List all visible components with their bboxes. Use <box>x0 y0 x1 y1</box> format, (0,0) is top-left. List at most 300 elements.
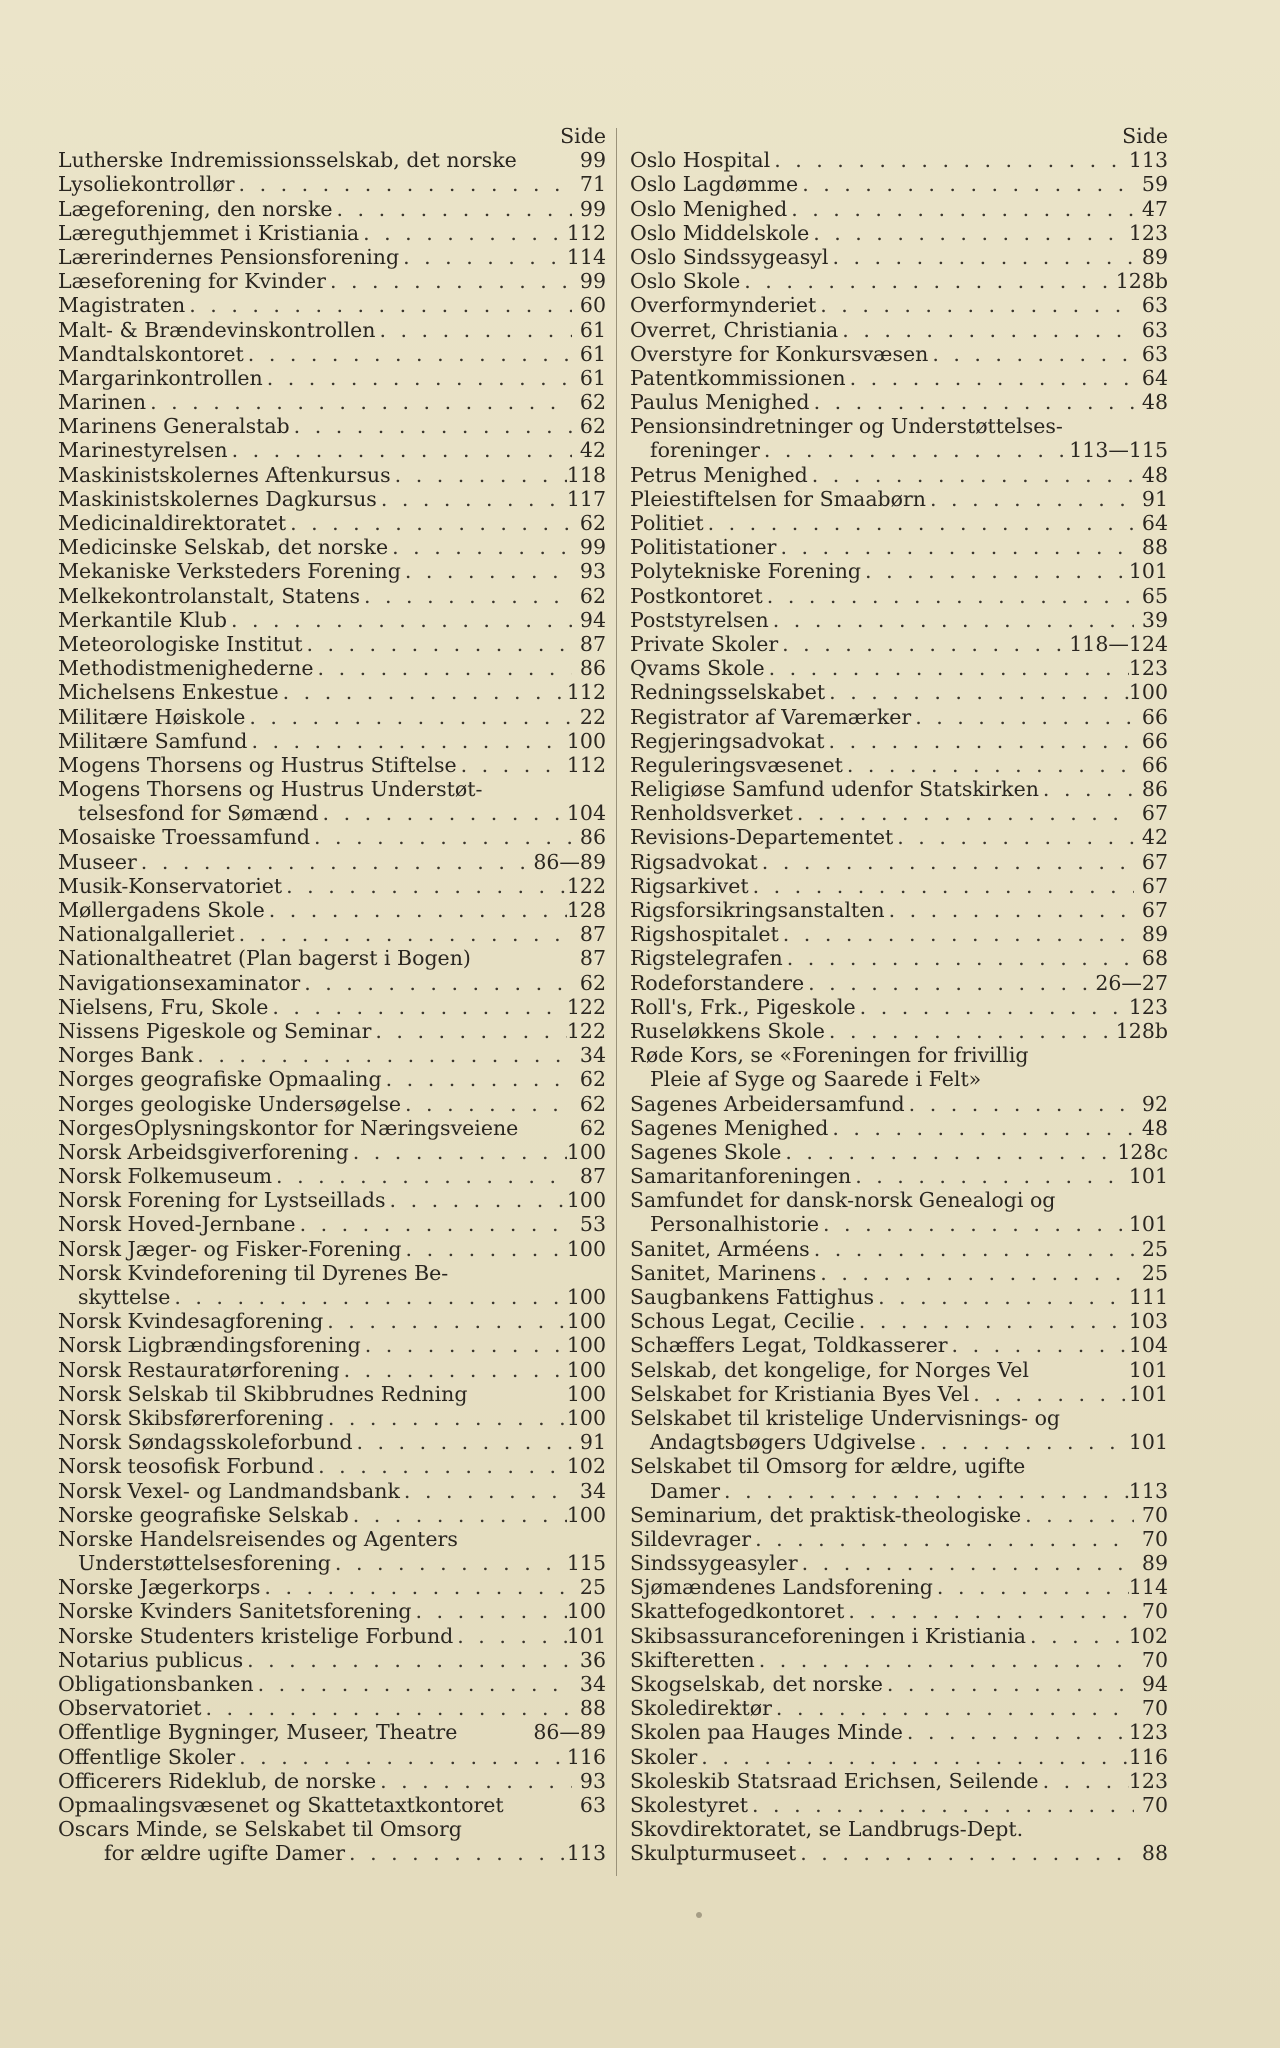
entry-label: Offentlige Skoler <box>58 1744 236 1769</box>
index-entry <box>630 1648 1168 1672</box>
index-entry <box>630 342 1168 366</box>
entry-page-number: 99 <box>579 148 606 173</box>
index-entry <box>58 511 606 535</box>
index-entry <box>630 1479 1168 1503</box>
entry-label: Skifteretten <box>630 1647 755 1672</box>
entry-page-number: 116 <box>1128 1744 1168 1769</box>
entry-page-number: 101 <box>1128 1164 1168 1189</box>
entry-page-number: 25 <box>579 1575 606 1600</box>
index-entry <box>630 1164 1168 1188</box>
entry-page-number: 62 <box>579 583 606 608</box>
entry-label: Oslo Hospital <box>630 148 771 173</box>
entry-label: Medicinaldirektoratet <box>58 511 287 535</box>
entry-page-number: 102 <box>1128 1623 1168 1648</box>
dot-leader <box>825 729 1134 753</box>
index-entry <box>58 197 606 221</box>
entry-label: Rigshospitalet <box>630 922 779 947</box>
entry-label: Mandtalskontoret <box>58 341 244 366</box>
dot-leader <box>279 680 567 704</box>
entry-page-number: 61 <box>579 317 606 342</box>
index-entry <box>58 269 606 293</box>
index-entry <box>58 1479 606 1503</box>
dot-leader <box>376 1769 572 1793</box>
index-entry <box>58 1285 606 1309</box>
entry-label: Norske Jægerkorps <box>58 1575 261 1600</box>
index-entry <box>630 584 1168 608</box>
entry-label: Obligationsbanken <box>58 1672 254 1696</box>
dot-leader <box>400 1479 572 1503</box>
index-entry <box>630 1212 1168 1236</box>
index-entry <box>58 632 606 656</box>
index-entry <box>630 1430 1168 1454</box>
side-header-left: Side <box>560 124 606 148</box>
entry-page-number: 53 <box>579 1212 606 1237</box>
entry-label: Oslo Skole <box>630 269 741 294</box>
entry-page-number: 86 <box>579 656 606 681</box>
dot-leader <box>856 995 1129 1019</box>
dot-leader <box>402 1237 567 1261</box>
index-entry <box>630 366 1168 390</box>
dot-leader <box>260 1575 572 1599</box>
entry-page-number: 34 <box>579 1043 606 1068</box>
entry-page-number: 92 <box>1141 1091 1168 1116</box>
entry-page-number: 102 <box>566 1454 606 1479</box>
index-entry <box>630 197 1168 221</box>
dot-leader <box>243 1648 572 1672</box>
index-entry <box>58 850 606 874</box>
dot-leader <box>272 1164 572 1188</box>
dot-leader <box>302 632 572 656</box>
entry-page-number: 123 <box>1128 1768 1168 1793</box>
entry-page-number: 93 <box>579 1768 606 1793</box>
dot-leader <box>808 463 1134 487</box>
entry-label: Selskab, det kongelige, for Norges Vel <box>630 1357 1029 1382</box>
entry-label: Oslo Lagdømme <box>630 172 799 197</box>
dot-leader <box>457 753 567 777</box>
dot-leader <box>331 1551 567 1575</box>
index-entry <box>58 414 606 438</box>
entry-page-number: 64 <box>1141 511 1168 535</box>
dot-leader <box>286 511 572 535</box>
entry-label: Mogens Thorsens og Hustrus Understøt- <box>58 777 483 802</box>
entry-page-number: 63 <box>1141 293 1168 318</box>
dot-leader <box>296 1212 572 1236</box>
dot-leader <box>816 1261 1134 1285</box>
entry-page-number: 100 <box>566 1357 606 1382</box>
entry-label: Overstyre for Konkursvæsen <box>630 341 929 366</box>
entry-label: Overret, Christiania <box>630 317 839 342</box>
entry-label: Læseforening for Kvinder <box>58 269 326 294</box>
index-entry <box>58 1188 606 1212</box>
dot-leader <box>185 293 572 317</box>
entry-label: Nielsens, Fru, Skole <box>58 994 269 1019</box>
entry-label: Skolestyret <box>630 1792 749 1817</box>
index-entry <box>630 801 1168 825</box>
index-entry <box>58 438 606 462</box>
index-entry <box>630 1333 1168 1357</box>
dot-leader <box>825 1019 1116 1043</box>
entry-page-number: 100 <box>566 1309 606 1334</box>
index-entry <box>58 366 606 390</box>
entry-page-number: 113—115 <box>1069 438 1168 463</box>
dot-leader <box>386 1188 567 1212</box>
entry-page-number: 91 <box>1141 486 1168 511</box>
index-entry <box>58 1575 606 1599</box>
entry-label: Sanitet, Arméens <box>630 1236 810 1261</box>
dot-leader <box>401 1092 572 1116</box>
entry-label: Melkekontrolanstalt, Statens <box>58 583 360 608</box>
dot-leader <box>798 172 1134 196</box>
entry-page-number: 100 <box>566 1139 606 1164</box>
entry-label: Skolen paa Hauges Minde <box>630 1720 903 1745</box>
entry-page-number: 89 <box>1141 244 1168 269</box>
dot-leader <box>796 1841 1134 1865</box>
entry-page-number: 112 <box>566 752 606 777</box>
entry-label: Selskabet til kristelige Undervisnings- og <box>630 1405 1061 1430</box>
entry-label: Patentkommissionen <box>630 365 846 390</box>
index-entry <box>630 1841 1168 1865</box>
entry-label: Samaritanforeningen <box>630 1164 852 1189</box>
entry-label: Registrator af Varemærker <box>630 704 912 729</box>
entry-page-number: 104 <box>1128 1333 1168 1358</box>
dot-leader <box>254 1672 572 1696</box>
index-entry <box>630 1188 1168 1212</box>
dot-leader <box>388 535 572 559</box>
dot-leader <box>340 1358 567 1382</box>
entry-page-number: 101 <box>1128 1430 1168 1455</box>
entry-page-number: 94 <box>1141 1672 1168 1696</box>
dot-leader <box>319 801 567 825</box>
index-entry <box>630 1237 1168 1261</box>
dot-leader <box>360 584 572 608</box>
entry-page-number: 70 <box>1141 1792 1168 1817</box>
entry-label: Roll's, Frk., Pigeskole <box>630 994 856 1019</box>
entry-page-number: 70 <box>1141 1599 1168 1624</box>
dot-leader <box>825 680 1129 704</box>
entry-label: Opmaalingsvæsenet og Skattetaxtkontoret <box>58 1792 504 1817</box>
index-entry <box>630 705 1168 729</box>
index-entry <box>58 221 606 245</box>
dot-leader <box>740 269 1115 293</box>
entry-label: Skulpturmuseet <box>630 1841 797 1866</box>
index-entry <box>630 1793 1168 1817</box>
right-entry-list <box>630 148 1168 1865</box>
entry-label: Sagenes Skole <box>630 1139 782 1164</box>
dot-leader <box>851 1164 1129 1188</box>
entry-label: Marinen <box>58 390 147 415</box>
index-entry <box>630 874 1168 898</box>
index-entry <box>58 1527 606 1551</box>
index-entry <box>58 245 606 269</box>
entry-page-number: 63 <box>579 1792 606 1817</box>
entry-page-number: 101 <box>1128 1357 1168 1382</box>
entry-label: Mogens Thorsens og Hustrus Stiftelse <box>58 752 457 777</box>
dot-leader <box>933 1575 1129 1599</box>
entry-label: Maskinistskolernes Aftenkursus <box>58 462 391 487</box>
entry-label: Nissens Pigeskole og Seminar <box>58 1018 372 1043</box>
entry-label: for ældre ugifte Damer <box>104 1841 346 1866</box>
entry-label: Merkantile Klub <box>58 607 227 632</box>
index-entry <box>58 777 606 801</box>
entry-page-number: 67 <box>1141 898 1168 922</box>
entry-label: Oslo Menighed <box>630 196 788 221</box>
index-entry <box>630 971 1168 995</box>
entry-label: Schous Legat, Cecilie <box>630 1309 855 1334</box>
dot-leader <box>244 342 572 366</box>
entry-page-number: 86 <box>1141 777 1168 802</box>
dot-leader <box>760 438 1069 462</box>
entry-label: Nationalgalleriet <box>58 922 235 947</box>
index-entry <box>630 850 1168 874</box>
dot-leader <box>765 656 1129 680</box>
entry-page-number: 128b <box>1115 269 1168 294</box>
index-entry <box>58 390 606 414</box>
entry-label: Norsk Jæger- og Fisker-Forening <box>58 1236 402 1261</box>
entry-label: Rigsforsikringsanstalten <box>630 898 885 922</box>
dot-leader <box>838 318 1134 342</box>
entry-label: Røde Kors, se «Foreningen for frivillig <box>630 1043 1029 1068</box>
entry-label: Navigationsexaminator <box>58 970 301 995</box>
index-entry <box>58 584 606 608</box>
dot-leader <box>349 1503 567 1527</box>
index-entry <box>630 390 1168 414</box>
entry-label: Marinens Generalstab <box>58 414 290 439</box>
entry-page-number: 61 <box>579 365 606 390</box>
entry-label: Malt- & Brændevinskontrollen <box>58 317 376 342</box>
dot-leader <box>359 221 567 245</box>
entry-page-number: 122 <box>566 1018 606 1043</box>
index-entry <box>58 1237 606 1261</box>
index-entry <box>58 946 606 970</box>
entry-label: Margarinkontrollen <box>58 365 263 390</box>
index-entry <box>58 1648 606 1672</box>
dot-leader <box>948 1333 1129 1357</box>
entry-label: Norsk Vexel- og Landmandsbank <box>58 1478 400 1503</box>
entry-label: Magistraten <box>58 293 186 318</box>
entry-label: Pleiestiftelsen for Smaabørn <box>630 486 927 511</box>
dot-leader <box>345 1841 567 1865</box>
entry-page-number: 65 <box>1141 583 1168 608</box>
index-entry <box>58 874 606 898</box>
entry-page-number: 123 <box>1128 994 1168 1019</box>
dot-leader <box>146 390 572 414</box>
entry-page-number: 67 <box>1141 873 1168 898</box>
index-entry <box>630 1067 1168 1091</box>
dot-leader <box>778 632 1069 656</box>
index-entry <box>58 1793 606 1817</box>
dot-leader <box>751 1527 1134 1551</box>
entry-label: Poststyrelsen <box>630 607 769 632</box>
index-entry <box>58 1720 606 1744</box>
entry-label: Skibsassuranceforeningen i Kristiania <box>630 1623 1027 1648</box>
index-entry <box>58 825 606 849</box>
entry-label: Militære Høiskole <box>58 704 246 729</box>
entry-label: Andagtsbøgers Udgivelse <box>650 1430 916 1455</box>
entry-label: Skattefogedkontoret <box>630 1599 845 1624</box>
index-entry <box>630 245 1168 269</box>
index-entry <box>58 1043 606 1067</box>
entry-label: Skoler <box>630 1744 698 1769</box>
index-entry <box>630 1527 1168 1551</box>
entry-page-number: 86—89 <box>533 849 606 874</box>
index-entry <box>630 1575 1168 1599</box>
entry-label: Politistationer <box>630 535 777 560</box>
index-entry <box>630 269 1168 293</box>
index-entry <box>630 1406 1168 1430</box>
index-entry <box>58 1551 606 1575</box>
dot-leader <box>755 1648 1134 1672</box>
dot-leader <box>268 995 567 1019</box>
entry-label: Redningsselskabet <box>630 680 826 705</box>
index-entry <box>630 1599 1168 1623</box>
index-entry <box>58 342 606 366</box>
index-entry <box>630 487 1168 511</box>
entry-label: Skoledirektør <box>630 1696 772 1721</box>
index-entry <box>58 559 606 583</box>
left-entry-list <box>58 148 606 1865</box>
entry-page-number: 63 <box>1141 317 1168 342</box>
entry-page-number: 123 <box>1128 220 1168 245</box>
index-entry <box>58 898 606 922</box>
dot-leader <box>314 1454 567 1478</box>
dot-leader <box>361 1333 567 1357</box>
index-entry <box>58 1817 606 1841</box>
entry-label: Rigstelegrafen <box>630 946 783 971</box>
entry-page-number: 25 <box>1141 1260 1168 1285</box>
index-entry <box>630 777 1168 801</box>
dot-leader <box>235 172 572 196</box>
dot-leader <box>816 293 1134 317</box>
entry-page-number: 115 <box>566 1551 606 1576</box>
entry-label: Læreguthjemmet i Kristiania <box>58 220 360 245</box>
index-entry <box>58 1430 606 1454</box>
index-entry <box>58 705 606 729</box>
index-entry <box>630 1309 1168 1333</box>
entry-label: Norske Handelsreisendes og Agenters <box>58 1526 458 1551</box>
entry-page-number: 116 <box>566 1744 606 1769</box>
index-entry <box>630 172 1168 196</box>
entry-label: Samfundet for dansk-norsk Genealogi og <box>630 1188 1056 1213</box>
index-entry <box>630 729 1168 753</box>
index-entry <box>630 1140 1168 1164</box>
entry-label: Notarius publicus <box>58 1647 244 1672</box>
entry-page-number: 88 <box>579 1696 606 1721</box>
index-entry <box>58 1212 606 1236</box>
entry-label: Ruseløkkens Skole <box>630 1018 825 1043</box>
index-entry <box>630 898 1168 922</box>
index-entry <box>630 1382 1168 1406</box>
entry-label: Norsk Kvindesagforening <box>58 1309 324 1334</box>
entry-page-number: 87 <box>579 922 606 947</box>
index-entry <box>58 729 606 753</box>
dot-leader <box>793 801 1134 825</box>
index-entry <box>630 1672 1168 1696</box>
dot-leader <box>758 850 1134 874</box>
dot-leader <box>382 1067 572 1091</box>
dot-leader <box>874 1285 1129 1309</box>
dot-leader <box>333 197 572 221</box>
index-entry <box>58 463 606 487</box>
index-entry <box>630 1769 1168 1793</box>
dot-leader <box>401 559 572 583</box>
dot-leader <box>202 1696 573 1720</box>
dot-leader <box>349 1140 567 1164</box>
entry-page-number: 128c <box>1117 1139 1168 1164</box>
index-entry <box>630 1043 1168 1067</box>
dot-leader <box>704 511 1134 535</box>
entry-label: Overformynderiet <box>630 293 817 318</box>
entry-label: Militære Samfund <box>58 728 248 753</box>
dot-leader <box>855 1309 1129 1333</box>
index-entry <box>58 1672 606 1696</box>
index-entry <box>58 801 606 825</box>
entry-label: Sagenes Menighed <box>630 1115 829 1140</box>
index-entry <box>630 1551 1168 1575</box>
entry-page-number: 62 <box>579 414 606 439</box>
entry-label: Pleie af Syge og Saarede i Felt» <box>650 1067 982 1092</box>
entry-page-number: 112 <box>566 680 606 705</box>
index-entry <box>58 1841 606 1865</box>
entry-label: Petrus Menighed <box>630 462 808 487</box>
entry-page-number: 62 <box>579 1067 606 1092</box>
entry-page-number: 101 <box>1128 1212 1168 1237</box>
index-entry <box>58 971 606 995</box>
dot-leader <box>772 1696 1134 1720</box>
index-entry <box>630 1358 1168 1382</box>
entry-page-number: 117 <box>566 486 606 511</box>
entry-page-number: 42 <box>1141 825 1168 850</box>
entry-page-number: 62 <box>579 511 606 535</box>
entry-page-number: 36 <box>579 1647 606 1672</box>
dot-leader <box>323 1309 567 1333</box>
entry-page-number: 48 <box>1141 1115 1168 1140</box>
entry-label: Musik-Konservatoriet <box>58 873 283 898</box>
index-entry <box>630 148 1168 172</box>
entry-page-number: 100 <box>566 1333 606 1358</box>
entry-page-number: 100 <box>566 1405 606 1430</box>
entry-label: Norges geologiske Undersøgelse <box>58 1091 401 1116</box>
entry-page-number: 101 <box>1128 559 1168 584</box>
entry-label: Renholdsverket <box>630 801 793 826</box>
entry-label: Officerers Rideklub, de norske <box>58 1768 377 1793</box>
entry-label: Norsk Skibsførerforening <box>58 1405 324 1430</box>
entry-page-number: 122 <box>566 873 606 898</box>
dot-leader <box>770 148 1129 172</box>
entry-page-number: 67 <box>1141 849 1168 874</box>
entry-page-number: 113 <box>1128 148 1168 173</box>
entry-label: Sanitet, Marinens <box>630 1260 817 1285</box>
entry-page-number: 68 <box>1141 946 1168 971</box>
dot-leader <box>810 1237 1134 1261</box>
dot-leader <box>798 1551 1134 1575</box>
dot-leader <box>844 1599 1134 1623</box>
entry-page-number: 100 <box>1128 680 1168 705</box>
index-entry <box>630 1624 1168 1648</box>
entry-page-number: 61 <box>579 341 606 366</box>
entry-label: Private Skoler <box>630 631 779 656</box>
dot-leader <box>911 705 1134 729</box>
index-entry <box>58 753 606 777</box>
index-entry <box>630 1285 1168 1309</box>
index-entry <box>630 535 1168 559</box>
index-entry <box>630 1720 1168 1744</box>
dot-leader <box>905 1092 1134 1116</box>
entry-label: Rigsarkivet <box>630 873 749 898</box>
entry-page-number: 89 <box>1141 1551 1168 1576</box>
entry-label: Observatoriet <box>58 1696 202 1721</box>
index-entry <box>630 293 1168 317</box>
index-entry <box>630 511 1168 535</box>
